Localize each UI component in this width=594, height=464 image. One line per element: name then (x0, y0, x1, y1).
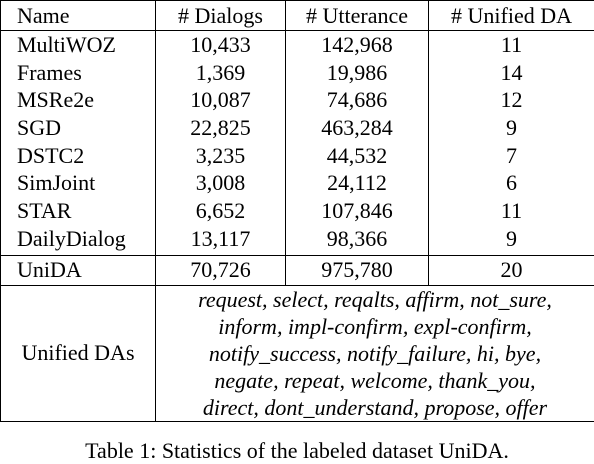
total-unified-da: 20 (429, 255, 594, 285)
header-utterance: # Utterance (286, 1, 429, 31)
cell-utterance: 107,846 (286, 197, 429, 225)
cell-unified-da: 9 (429, 225, 594, 255)
table-caption: Table 1: Statistics of the labeled dataset UniDA. (0, 438, 594, 464)
cell-unified-da: 6 (429, 169, 594, 197)
cell-dialogs: 1,369 (156, 59, 286, 87)
cell-utterance: 44,532 (286, 142, 429, 170)
table-row (1, 169, 594, 197)
total-utterance: 975,780 (286, 255, 429, 285)
cell-utterance: 19,986 (286, 59, 429, 87)
table-row (1, 86, 594, 114)
cell-name: STAR (1, 197, 156, 225)
header-unified-da: # Unified DA (429, 1, 594, 31)
table-row (1, 114, 594, 142)
table-row (1, 197, 594, 225)
unified-das-line: request, select, reqalts, affirm, not_sure, (156, 286, 594, 313)
cell-unified-da: 11 (429, 31, 594, 59)
total-name: UniDA (1, 255, 156, 285)
cell-dialogs: 3,235 (156, 142, 286, 170)
cell-utterance: 98,366 (286, 225, 429, 255)
cell-unified-da: 12 (429, 86, 594, 114)
cell-name: DSTC2 (1, 142, 156, 170)
cell-name: SimJoint (1, 169, 156, 197)
cell-utterance: 463,284 (286, 114, 429, 142)
cell-name: Frames (1, 59, 156, 87)
cell-dialogs: 3,008 (156, 169, 286, 197)
cell-name: MultiWOZ (1, 31, 156, 59)
unified-das-line: direct, dont_understand, propose, offer (156, 394, 594, 421)
header-dialogs: # Dialogs (156, 1, 286, 31)
table-row (1, 59, 594, 87)
unified-das-line: notify_success, notify_failure, hi, bye, (156, 340, 594, 367)
cell-unified-da: 7 (429, 142, 594, 170)
cell-name: MSRe2e (1, 86, 156, 114)
table-row (1, 225, 594, 255)
unified-das-line: inform, impl-confirm, expl-confirm, (156, 313, 594, 340)
total-row (1, 255, 594, 285)
cell-dialogs: 6,652 (156, 197, 286, 225)
table-row (1, 142, 594, 170)
cell-utterance: 74,686 (286, 86, 429, 114)
unified-das-label: Unified DAs (1, 285, 156, 421)
cell-name: DailyDialog (1, 225, 156, 255)
cell-utterance: 24,112 (286, 169, 429, 197)
cell-unified-da: 11 (429, 197, 594, 225)
total-dialogs: 70,726 (156, 255, 286, 285)
cell-dialogs: 13,117 (156, 225, 286, 255)
unified-das-cell (156, 285, 594, 421)
cell-dialogs: 10,433 (156, 31, 286, 59)
cell-utterance: 142,968 (286, 31, 429, 59)
cell-unified-da: 9 (429, 114, 594, 142)
cell-name: SGD (1, 114, 156, 142)
cell-dialogs: 10,087 (156, 86, 286, 114)
cell-unified-da: 14 (429, 59, 594, 87)
table-body (1, 31, 594, 256)
unified-das-line: negate, repeat, welcome, thank_you, (156, 367, 594, 394)
unified-das-list (156, 286, 594, 421)
header-name: Name (1, 1, 156, 31)
table-row (1, 31, 594, 59)
header-row (1, 1, 594, 31)
cell-dialogs: 22,825 (156, 114, 286, 142)
unified-das-row (1, 285, 594, 421)
